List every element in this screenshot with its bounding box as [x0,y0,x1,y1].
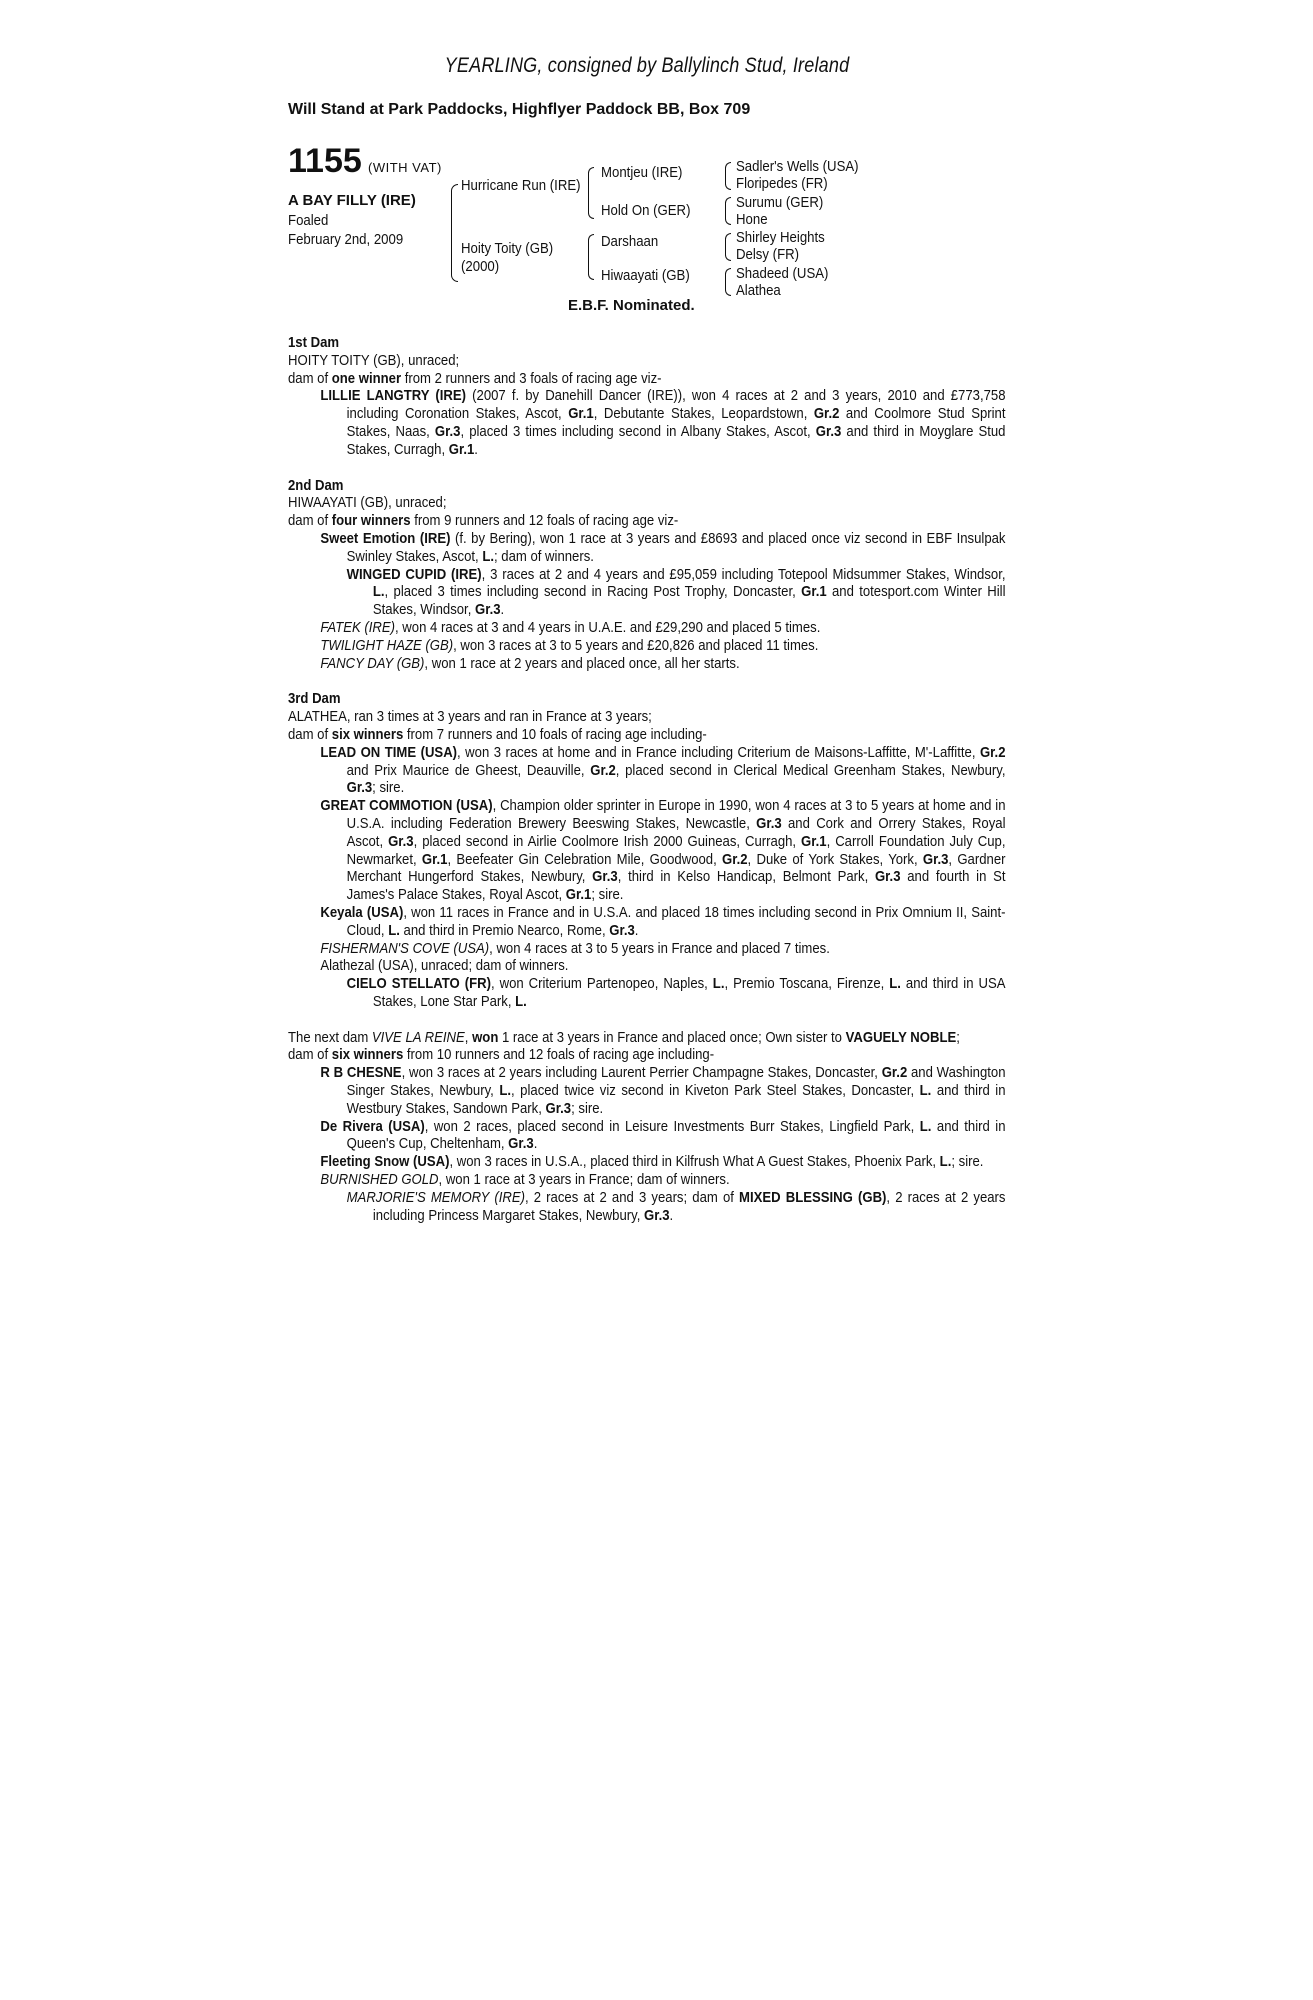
section-heading: 2nd Dam [288,476,344,494]
third-dam-section [288,690,1006,1010]
pedigree-brace-1 [451,184,458,282]
horse-name: A BAY FILLY (IRE) [288,192,416,209]
produce-entry: Fleeting Snow (USA), won 3 races in U.S.A., placed third in Kilfrush What A Guest Stakes, Phoenix Park, L.; sire. [320,1153,984,1171]
foaled-label: Foaled [288,212,329,229]
pedigree-brace-2b [588,234,594,280]
first-dam-section [288,334,1006,459]
dam-line: HIWAAYATI (GB), unraced; [288,494,447,512]
produce-entry: TWILIGHT HAZE (GB), won 3 races at 3 to 5 years and £20,826 and placed 11 times. [320,636,819,654]
next-dam-section [288,1029,1006,1225]
pedigree-g2: Floripedes (FR) [736,175,828,192]
pedigree-dam-year: (2000) [461,258,500,275]
pedigree-g1: Sadler's Wells (USA) [736,158,859,175]
produce-entry: LEAD ON TIME (USA), won 3 races at home and in France including Criterium de Maisons-Laffitte, M'-Laffitte, Gr.2 and Prix Maurice de Gheest, Deauville, Gr.2, placed second in Clerical Medical Greenham Stakes, Newbury, Gr.3; sire. [320,743,1006,797]
pedigree-sire-sire: Montjeu (IRE) [601,164,683,181]
pedigree-dam-dam: Hiwaayati (GB) [601,267,690,284]
produce-entry: De Rivera (USA), won 2 races, placed second in Leisure Investments Burr Stakes, Lingfield Park, L. and third in Queen's Cup, Cheltenham, Gr.3. [320,1117,1006,1153]
pedigree-g4: Hone [736,211,768,228]
produce-summary: dam of one winner from 2 runners and 3 foals of racing age viz- [288,369,662,387]
pedigree-dam-sire: Darshaan [601,233,659,250]
produce-entry: GREAT COMMOTION (USA), Champion older sprinter in Europe in 1990, won 4 races at 3 to 5 years at home and in U.S.A. including Federation Brewery Beeswing Stakes, Newcastle, Gr.3 and Cork and Orrery Stakes, Royal Ascot, Gr.3, placed second in Airlie Coolmore Irish 2000 Guineas, Curragh, Gr.1, Carroll Foundation July Cup, Newmarket, Gr.1, Beefeater Gin Celebration Mile, Goodwood, Gr.2, Duke of York Stakes, York, Gr.3, Gardner Merchant Hungerford Stakes, Newbury, Gr.3, third in Kelso Handicap, Belmont Park, Gr.3 and fourth in St James's Palace Stakes, Royal Ascot, Gr.1; sire. [320,797,1006,904]
second-dam-section [288,477,1006,673]
lot-number: 1155 [288,142,362,180]
pedigree-g5: Shirley Heights [736,229,825,246]
pedigree-brace-3a [725,162,731,190]
produce-entry: CIELO STELLATO (FR), won Criterium Partenopeo, Naples, L., Premio Toscana, Firenze, L. and third in USA Stakes, Lone Star Park, L. [346,975,1006,1010]
dam-line: ALATHEA, ran 3 times at 3 years and ran in France at 3 years; [288,708,652,726]
pedigree-brace-3c [725,233,731,261]
pedigree-g3: Surumu (GER) [736,194,824,211]
stand-location: Will Stand at Park Paddocks, Highflyer Paddock BB, Box 709 [288,101,751,118]
ebf-nominated: E.B.F. Nominated. [568,297,695,314]
pedigree-sire: Hurricane Run (IRE) [461,177,581,194]
produce-entry: FATEK (IRE), won 4 races at 3 and 4 years in U.A.E. and £29,290 and placed 5 times. [320,618,821,636]
produce-entry: R B CHESNE, won 3 races at 2 years including Laurent Perrier Champagne Stakes, Doncaster, Gr.2 and Washington Singer Stakes, Newbury, L., placed twice viz second in Kiveton Park Steel Stakes, Doncaster, L. and third in Westbury Stakes, Sandown Park, Gr.3; sire. [320,1064,1006,1117]
produce-entry: Alathezal (USA), unraced; dam of winners. [320,957,569,975]
catalogue-header: YEARLING, consigned by Ballylinch Stud, Ireland [444,54,850,77]
section-heading: 3rd Dam [288,690,341,708]
vat-note: (WITH VAT) [368,160,442,175]
produce-entry: LILLIE LANGTRY (IRE) (2007 f. by Danehill Dancer (IRE)), won 4 races at 2 and 3 years, 2010 and £773,758 including Coronation Stakes, Ascot, Gr.1, Debutante Stakes, Leopardstown, Gr.2 and Coolmore Stud Sprint Stakes, Naas, Gr.3, placed 3 times including second in Albany Stakes, Ascot, Gr.3 and third in Moyglare Stud Stakes, Curragh, Gr.1. [320,387,1006,458]
produce-entry: FANCY DAY (GB), won 1 race at 2 years and placed once, all her starts. [320,654,740,672]
pedigree-brace-2a [588,167,594,219]
produce-summary: dam of six winners from 7 runners and 10 foals of racing age including- [288,725,707,743]
pedigree-g8: Alathea [736,282,781,299]
produce-entry: Keyala (USA), won 11 races in France and in U.S.A. and placed 18 times including second in Prix Omnium II, Saint-Cloud, L. and third in Premio Nearco, Rome, Gr.3. [320,903,1006,939]
produce-entry: Sweet Emotion (IRE) (f. by Bering), won 1 race at 3 years and £8693 and placed once viz second in EBF Insulpak Swinley Stakes, Ascot, L.; dam of winners. [320,529,1006,565]
dam-records [288,334,1006,1242]
pedigree-g7: Shadeed (USA) [736,265,829,282]
dam-line: The next dam VIVE LA REINE, won 1 race at 3 years in France and placed once; Own sister to VAGUELY NOBLE; [288,1028,960,1046]
dam-line: HOITY TOITY (GB), unraced; [288,351,460,369]
produce-entry: MARJORIE'S MEMORY (IRE), 2 races at 2 and 3 years; dam of MIXED BLESSING (GB), 2 races at 2 years including Princess Margaret Stakes, Newbury, Gr.3. [346,1188,1006,1224]
produce-entry: WINGED CUPID (IRE), 3 races at 2 and 4 years and £95,059 including Totepool Midsummer Stakes, Windsor, L., placed 3 times including second in Racing Post Trophy, Doncaster, Gr.1 and totesport.com Winter Hill Stakes, Windsor, Gr.3. [346,565,1006,619]
produce-entry: BURNISHED GOLD, won 1 race at 3 years in France; dam of winners. [320,1171,730,1189]
foaled-date: February 2nd, 2009 [288,231,404,248]
pedigree-brace-3d [725,268,731,296]
produce-summary: dam of six winners from 10 runners and 12 foals of racing age including- [288,1046,715,1064]
produce-entry: FISHERMAN'S COVE (USA), won 4 races at 3 to 5 years in France and placed 7 times. [320,939,830,957]
pedigree-g6: Delsy (FR) [736,246,800,263]
pedigree-brace-3b [725,197,731,225]
pedigree-dam: Hoity Toity (GB) [461,240,554,257]
pedigree-sire-dam: Hold On (GER) [601,202,691,219]
produce-summary: dam of four winners from 9 runners and 12 foals of racing age viz- [288,512,679,530]
section-heading: 1st Dam [288,334,340,351]
